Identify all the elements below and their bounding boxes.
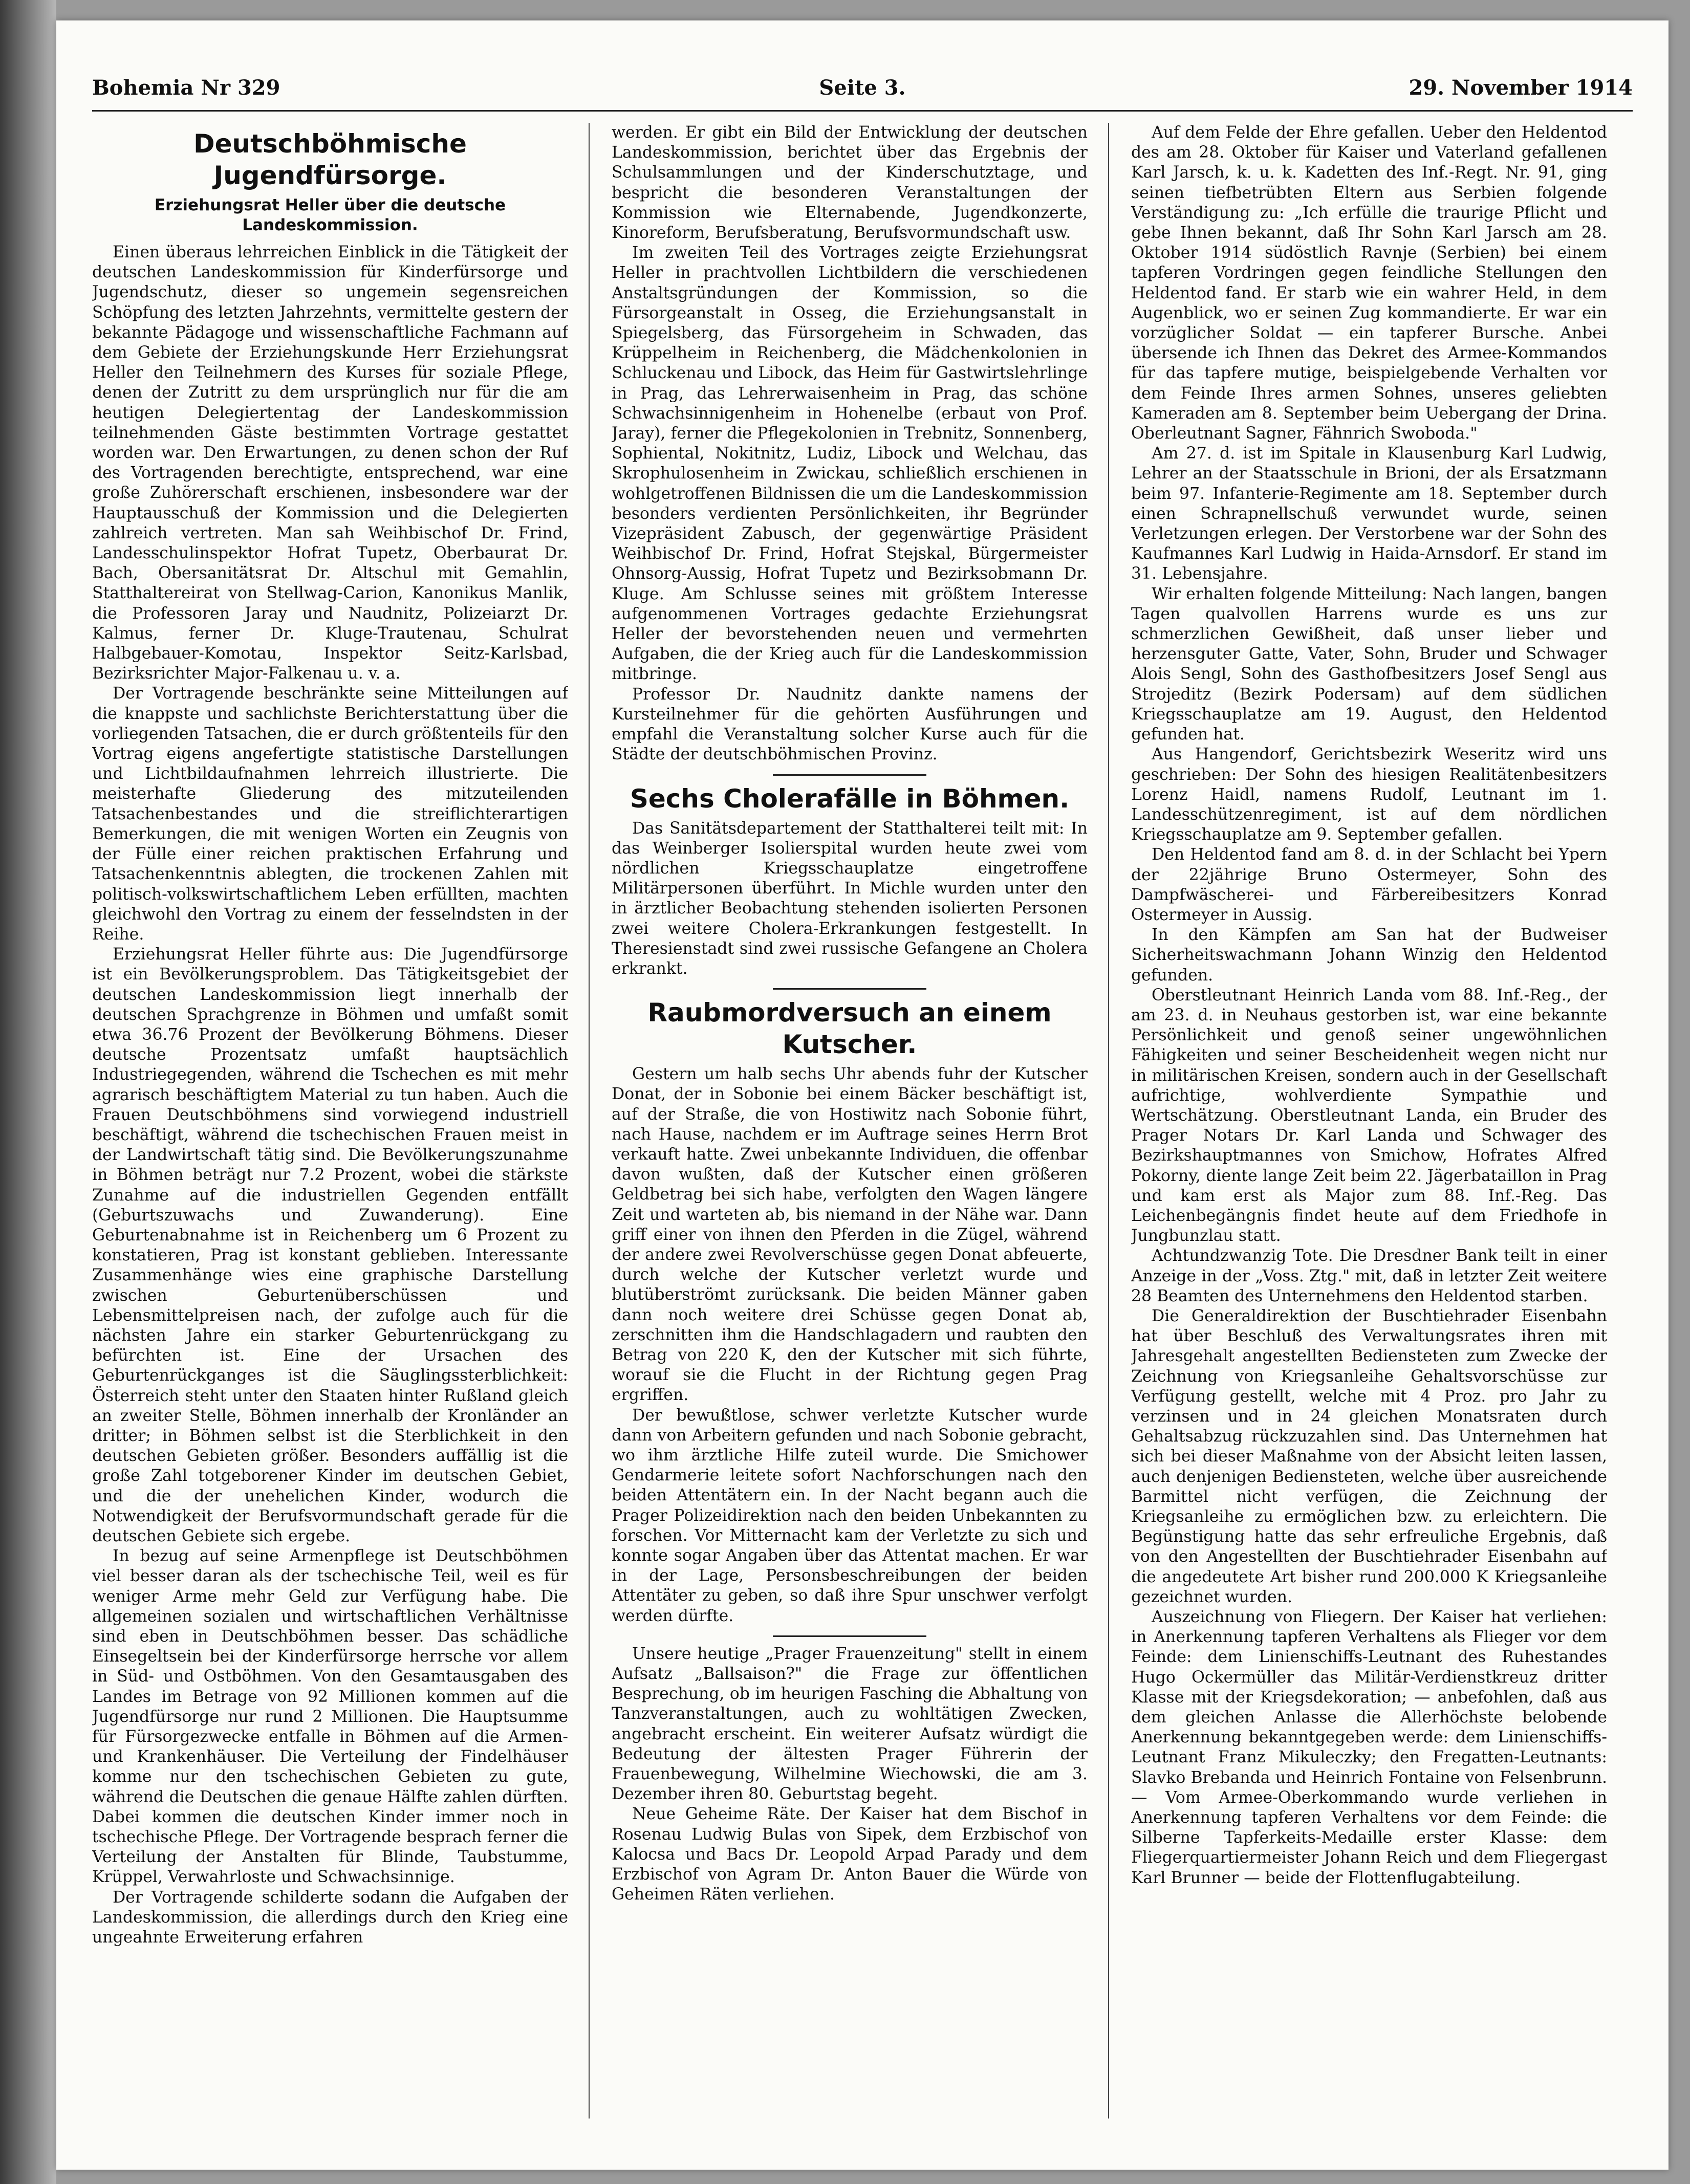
paragraph: Im zweiten Teil des Vortrages zeigte Erziehungsrat Heller in prachtvollen Lichtbildern die verschiedenen Anstaltsgründungen der Kommission, so die Fürsorgeanstalt in Osseg, die Erziehungsanstalt in Spiegelsberg, das Fürsorgeheim in Schwaden, das Krüppelheim in Reichenberg, die Mädchenkolonien in Schluckenau und Libock, das Heim für Gastwirtslehrlinge in Prag, das Lehrerwaisenheim in Prag, das schöne Schwachsinnigenheim in Hohenelbe (erbaut von Prof. Jaray), ferner die Pflegekolonien in Trebnitz, Sonnenberg, Sophiental, Nokitnitz, Ludiz, Libock und Welchau, das Skrophulosenheim in Zwickau, schließlich erschienen in wohlgetroffenen Bildnissen die um die Landeskommission besonders verdienten Persönlichkeiten, ihr Begründer Vizepräsident Zabusch, der gegenwärtige Präsident Weihbischof Dr. Frind, Hofrat Stejskal, Bürgermeister Ohnsorg-Aussig, Hofrat Tupetz und Bezirksobmann Dr. Kluge. Am Schlusse seines mit größtem Interesse aufgenommenen Vortrages gedachte Erziehungsrat Heller der bevorstehenden neuen und vermehrten Aufgaben, die der Krieg auch für die Landeskommission mitbringe. bbox=[612, 244, 1088, 684]
paragraph: In den Kämpfen am San hat der Budweiser Sicherheitswachmann Johann Winzig den Heldentod gefunden. bbox=[1131, 926, 1607, 985]
section-divider bbox=[773, 774, 926, 776]
column-divider bbox=[1108, 123, 1109, 2119]
section-divider bbox=[773, 1635, 926, 1637]
column-3 bbox=[1131, 123, 1607, 2119]
paragraph: Der Vortragende schilderte sodann die Aufgaben der Landeskommission, die allerdings durch den Krieg eine ungeahnte Erweiterung erfahren bbox=[92, 1888, 568, 1947]
column-divider bbox=[589, 123, 590, 2119]
paragraph: Auszeichnung von Fliegern. Der Kaiser hat verliehen: in Anerkennung tapferen Verhaltens als Flieger vor dem Feinde: dem Linienschiffs-Leutnant des Ruhestandes Hugo Ockermüller das Militär-Verdienstkreuz dritter Klasse mit der Kriegsdekoration; — anbefohlen, daß aus dem gleichen Anlasse die Allerhöchste belobende Anerkennung bekanntgegeben werde: dem Linienschiffs-Leutnant Franz Mikuleczky; den Fregatten-Leutnants: Slavko Brebanda und Heinrich Fontaine von Felsenbrunn. — Vom Armee-Oberkommando wurde verliehen in Anerkennung tapferen Verhaltens vor dem Feinde: die Silberne Tapferkeits-Medaille erster Klasse: dem Fliegerquartiermeister Johann Reich und dem Fliegergast Karl Brunner — beide der Flottenflugabteilung. bbox=[1131, 1608, 1607, 1887]
paragraph: Der Vortragende beschränkte seine Mitteilungen auf die knappste und sachlichste Berichterstattung über die vorliegenden Tatsachen, die er durch größtenteils für den Vortrag eigens angefertigte statistische Darstellungen und Lichtbildaufnahmen lehrreich illustrierte. Die meisterhafte Gliederung des mitzuteilenden Tatsachenbestandes und die streiflichterartigen Bemerkungen, die mit wenigen Worten ein Zeugnis von der Fülle einer reichen praktischen Erfahrung und Tatsachenkenntnis ablegten, die trockenen Zahlen mit politisch-volkswirtschaftlichem Leben erfüllten, machten gleichwohl den Vortrag zu einem der fesselndsten in der Reihe. bbox=[92, 684, 568, 944]
paragraph: In bezug auf seine Armenpflege ist Deutschböhmen viel besser daran als der tschechische Teil, weil es für weniger Arme mehr Geld zur Verfügung habe. Die allgemeinen sozialen und wirtschaftlichen Verhältnisse sind eben in Deutschböhmen besser. Das schädliche Einsegeltsein bei der Kinderfürsorge herrsche vor allem in Süd- und Ostböhmen. Von den Gesamtausgaben des Landes im Betrage von 92 Millionen kommen auf die Jugendfürsorge nur rund 2 Millionen. Die Hauptsumme für Fürsorgezwecke entfalle in Böhmen auf die Armen- und Krankenhäuser. Die Verteilung der Findelhäuser komme nur den tschechischen Gebieten zu gute, während die Deutschen die genaue Hälfte zahlen dürften. Dabei kommen die deutschen Kinder immer noch in tschechische Pflege. Der Vortragende besprach ferner die Verteilung der Anstalten für Blinde, Taubstumme, Krüppel, Verwahrloste und Schwachsinnige. bbox=[92, 1547, 568, 1887]
paragraph: werden. Er gibt ein Bild der Entwicklung der deutschen Landeskommission, berichtet über das Ergebnis der Schulsammlungen und der Kinderschutztage, und bespricht die besonderen Veranstaltungen der Kommission wie Elternabende, Jugendkonzerte, Kinoreform, Berufsberatung, Berufsvormundschaft usw. bbox=[612, 123, 1088, 243]
header-publication: Bohemia Nr 329 bbox=[92, 76, 280, 100]
header-page-number: Seite 3. bbox=[819, 76, 906, 100]
paragraph: Das Sanitätsdepartement der Statthalterei teilt mit: In das Weinberger Isolierspital wurden heute zwei vom nördlichen Kriegsschauplatze eingetroffene Militärpersonen überführt. In Michle wurden unter den in ärztlicher Beobachtung stehenden isolierten Personen zwei weitere Cholera-Erkrankungen festgestellt. In Theresienstadt sind zwei russische Gefangene an Cholera erkrankt. bbox=[612, 819, 1088, 978]
paragraph: Den Heldentod fand am 8. d. in der Schlacht bei Ypern der 22jährige Bruno Ostermeyer, Sohn des Dampfwäscherei- und Färbereibesitzers Konrad Ostermeyer in Aussig. bbox=[1131, 845, 1607, 924]
article-title: Raubmordversuch an einem Kutscher. bbox=[647, 998, 1052, 1060]
section-divider bbox=[773, 988, 926, 990]
article-subtitle: Erziehungsrat Heller über die deutsche Landeskommission. bbox=[154, 196, 506, 234]
newspaper-page bbox=[56, 20, 1669, 2170]
paragraph: Erziehungsrat Heller führte aus: Die Jugendfürsorge ist ein Bevölkerungsproblem. Das Tätigkeitsgebiet der deutschen Landeskommission liegt innerhalb der deutschen Sprachgrenze in Böhmen und umfaßt somit etwa 36.76 Prozent der Bevölkerung Böhmens. Dieser deutsche Prozentsatz umfaßt hauptsächlich Industriegegenden, während die Tschechen es mit mehr agrarisch beschäftigtem Material zu tun haben. Auch die Frauen Deutschböhmens sind vorwiegend industriell beschäftigt, während die tschechischen Frauen meist in der Landwirtschaft tätig sind. Die Bevölkerungszunahme in Böhmen beträgt nur 7.2 Prozent, wobei die stärkste Zunahme auf die industriellen Gegenden entfällt (Geburtszuwachs und Zuwanderung). Eine Geburtenabnahme ist in Reichenberg um 6 Prozent zu konstatieren, Prag ist konstant geblieben. Interessante Zusammenhänge wies eine graphische Darstellung zwischen Geburtenüberschüssen und Lebensmittelpreisen nach, der zufolge auch für die nächsten Jahre ein starker Geburtenrückgang zu befürchten ist. Eine der Ursachen des Geburtenrückganges ist die Säuglingssterblichkeit: Österreich steht unter den Staaten hinter Rußland gleich an zweiter Stelle, Böhmen innerhalb der Kronländer an dritter; in Böhmen selbst ist die Sterblichkeit in den deutschen Gebieten größer. Besonders auffällig ist die große Zahl totgeborener Kinder im deutschen Gebiet, und die der unehelichen Kinder, wodurch die Notwendigkeit der Berufsvormundschaft gerade für die deutschen Gebiete sich ergebe. bbox=[92, 945, 568, 1545]
paragraph: Aus Hangendorf, Gerichtsbezirk Weseritz wird uns geschrieben: Der Sohn des hiesigen Realitätenbesitzers Lorenz Haidl, namens Rudolf, Leutnant im 1. Landesschützenregiment, ist auf dem nördlichen Kriegsschauplatze am 9. September gefallen. bbox=[1131, 745, 1607, 844]
paragraph: Unsere heutige „Prager Frauenzeitung" stellt in einem Aufsatz „Ballsaison?" die Frage zur öffentlichen Besprechung, ob im heurigen Fasching die Abhaltung von Tanzveranstaltungen, auch zu wohltätigen Zwecken, angebracht erscheint. Ein weiterer Aufsatz würdigt die Bedeutung der ältesten Prager Führerin der Frauenbewegung, Wilhelmine Wiechowski, die am 3. Dezember ihren 80. Geburtstag begeht. bbox=[612, 1644, 1088, 1804]
page-header bbox=[92, 76, 1633, 106]
article-title: Sechs Cholerafälle in Böhmen. bbox=[630, 783, 1070, 814]
paragraph: Professor Dr. Naudnitz dankte namens der Kursteilnehmer für die gehörten Ausführungen und empfahl die Veranstaltung solcher Kurse auch für die Städte der deutschböhmischen Provinz. bbox=[612, 685, 1088, 764]
paragraph: Der bewußtlose, schwer verletzte Kutscher wurde dann von Arbeitern gefunden und nach Sobonie gebracht, wo ihm ärztliche Hilfe zuteil wurde. Die Smichower Gendarmerie leitete sofort Nachforschungen nach den beiden Attentätern ein. In der Nacht begann auch die Prager Polizeidirektion nach den beiden Unbekannten zu forschen. Vor Mitternacht kam der Verletzte zu sich und konnte sogar Angaben über das Attentat machen. Er war in der Lage, Personsbeschreibungen der beiden Attentäter zu geben, so daß ihre Spur unschwer verfolgt werden dürfte. bbox=[612, 1406, 1088, 1625]
paragraph: Neue Geheime Räte. Der Kaiser hat dem Bischof in Rosenau Ludwig Bulas von Sipek, dem Erzbischof von Kalocsa und Bacs Dr. Leopold Arpad Parady und dem Erzbischof von Agram Dr. Anton Bauer die Würde von Geheimen Räten verliehen. bbox=[612, 1805, 1088, 1904]
article-title: Deutschböhmische Jugendfürsorge. bbox=[193, 129, 467, 190]
scan-binding-edge bbox=[0, 0, 56, 2184]
paragraph: Achtundzwanzig Tote. Die Dresdner Bank teilt in einer Anzeige in der „Voss. Ztg." mit, daß in letzter Zeit weitere 28 Beamten des Unternehmens den Heldentod starben. bbox=[1131, 1247, 1607, 1305]
paragraph: Die Generaldirektion der Buschtiehrader Eisenbahn hat über Beschluß des Verwaltungsrates ihren mit Jahresgehalt angestellten Bediensteten zum Zwecke der Zeichnung von Kriegsanleihe Gehaltsvorschüsse zur Verfügung gestellt, welche mit 4 Proz. pro Jahr zu verzinsen und in 24 gleichen Monatsraten durch Gehaltsabzug rückzuzahlen sind. Das Unternehmen hat sich bei dieser Maßnahme von der Absicht leiten lassen, auch denjenigen Bediensteten, welche über ausreichende Barmittel nicht verfügen, die Zeichnung der Kriegsanleihe zu ermöglichen bzw. zu erleichtern. Die Begünstigung hatte das sehr erfreuliche Ergebnis, daß von den Angestellten der Buschtiehrader Eisenbahn auf die angedeutete Art bisher rund 200.000 K Kriegsanleihe gezeichnet wurden. bbox=[1131, 1306, 1607, 1606]
column-1 bbox=[92, 123, 568, 2119]
header-date: 29. November 1914 bbox=[1409, 76, 1633, 100]
column-2 bbox=[612, 123, 1088, 2119]
paragraph: Oberstleutnant Heinrich Landa vom 88. Inf.-Reg., der am 23. d. in Neuhaus gestorben ist, war eine bekannte Persönlichkeit und genoß seiner ungewöhnlichen Fähigkeiten und seiner Bescheidenheit wegen nicht nur in militärischen Kreisen, sondern auch in der Gesellschaft aufrichtige, wohlverdiente Sympathie und Wertschätzung. Oberstleutnant Landa, ein Bruder des Prager Notars Dr. Karl Landa und Schwager des Bezirkshauptmannes von Smichow, Hofrates Alfred Pokorny, diente lange Zeit beim 22. Jägerbataillon in Prag und kam erst als Major zum 88. Inf.-Reg. Das Leichenbegängnis findet heute auf dem Friedhofe in Jungbunzlau statt. bbox=[1131, 986, 1607, 1246]
paragraph: Am 27. d. ist im Spitale in Klausenburg Karl Ludwig, Lehrer an der Staatsschule in Brioni, der als Ersatzmann beim 97. Infanterie-Regimente am 18. September durch einen Schrapnellschuß verwundet wurde, seinen Verletzungen erlegen. Der Verstorbene war der Sohn des Kaufmannes Karl Ludwig in Haida-Arnsdorf. Er stand im 31. Lebensjahre. bbox=[1131, 444, 1607, 583]
paragraph: Einen überaus lehrreichen Einblick in die Tätigkeit der deutschen Landeskommission für Kinderfürsorge und Jugendschutz, dieser so ungemein segensreichen Schöpfung des letzten Jahrzehnts, vermittelte gestern der bekannte Pädagoge und wissenschaftliche Fachmann auf dem Gebiete der Erziehungskunde Herr Erziehungsrat Heller den Teilnehmern des Kurses für soziale Pflege, denen der Zutritt zu dem ursprünglich nur für die am heutigen Delegiertentag der Landeskommission teilnehmenden Gäste bestimmten Vortrage gestattet worden war. Den Erwartungen, zu denen schon der Ruf des Vortragenden berechtigte, entsprechend, war eine große Zuhörerschaft erschienen, insbesondere war der Hauptausschuß der Kommission und die Delegierten zahlreich vertreten. Man sah Weihbischof Dr. Frind, Landesschulinspektor Hofrat Tupetz, Oberbaurat Dr. Bach, Obersanitätsrat Dr. Altschul mit Gemahlin, Statthaltereirat von Stellwag-Carion, Kanonikus Manlik, die Professoren Jaray und Naudnitz, Polizeiarzt Dr. Kalmus, ferner Dr. Kluge-Trautenau, Schulrat Halbgebauer-Komotau, Inspektor Seitz-Karlsbad, Bezirksrichter Major-Falkenau u. v. a. bbox=[92, 243, 568, 683]
paragraph: Wir erhalten folgende Mitteilung: Nach langen, bangen Tagen qualvollen Harrens wurde es uns zur schmerzlichen Gewißheit, daß unser lieber und herzensguter Gatte, Vater, Sohn, Bruder und Schwager Alois Sengl, Sohn des Gasthofbesitzers Josef Sengl aus Strojeditz (Bezirk Podersam) auf dem südlichen Kriegsschauplatze am 19. August, den Heldentod gefunden hat. bbox=[1131, 584, 1607, 744]
header-rule bbox=[92, 110, 1633, 112]
paragraph: Gestern um halb sechs Uhr abends fuhr der Kutscher Donat, der in Sobonie bei einem Bäcker beschäftigt ist, auf der Straße, die von Hostiwitz nach Sobonie führt, nach Hause, nachdem er im Auftrage seines Herrn Brot verkauft hatte. Zwei unbekannte Individuen, die offenbar davon wußten, daß der Kutscher einen größeren Geldbetrag bei sich habe, verfolgten den Wagen längere Zeit und warteten ab, bis niemand in der Nähe war. Dann griff einer von ihnen den Pferden in die Zügel, während der andere zwei Revolverschüsse gegen Donat abfeuerte, durch welche der Kutscher verletzt wurde und blutüberströmt zurücksank. Die beiden Männer gaben dann noch weitere drei Schüsse gegen Donat ab, zerschnitten ihm die Handschlagadern und raubten den Betrag von 220 K, den der Kutscher mit sich führte, worauf sie die Flucht in der Richtung gegen Prag ergriffen. bbox=[612, 1065, 1088, 1405]
paragraph: Auf dem Felde der Ehre gefallen. Ueber den Heldentod des am 28. Oktober für Kaiser und Vaterland gefallenen Karl Jarsch, k. u. k. Kadetten des Inf.-Regt. Nr. 91, ging seinen tiefbetrübten Eltern aus Serbien folgende Verständigung zu: „Ich erfülle die traurige Pflicht und gebe Ihnen bekannt, daß Ihr Sohn Karl Jarsch am 28. Oktober 1914 südöstlich Ravnje (Serbien) bei einem tapferen Vordringen gegen feindliche Stellungen den Heldentod fand. Er starb wie ein wahrer Held, in dem Augenblick, wo er seinen Zug kommandierte. Er war ein vorzüglicher Soldat — ein tapferer Bursche. Anbei übersende ich Ihnen das Dekret des Armee-Kommandos für das tapfere mutige, beispielgebende Verhalten vor dem Feinde Ihres armen Sohnes, unseres geliebten Kameraden am 8. September beim Uebergang der Drina. Oberleutnant Sagner, Fähnrich Swoboda." bbox=[1131, 123, 1607, 443]
